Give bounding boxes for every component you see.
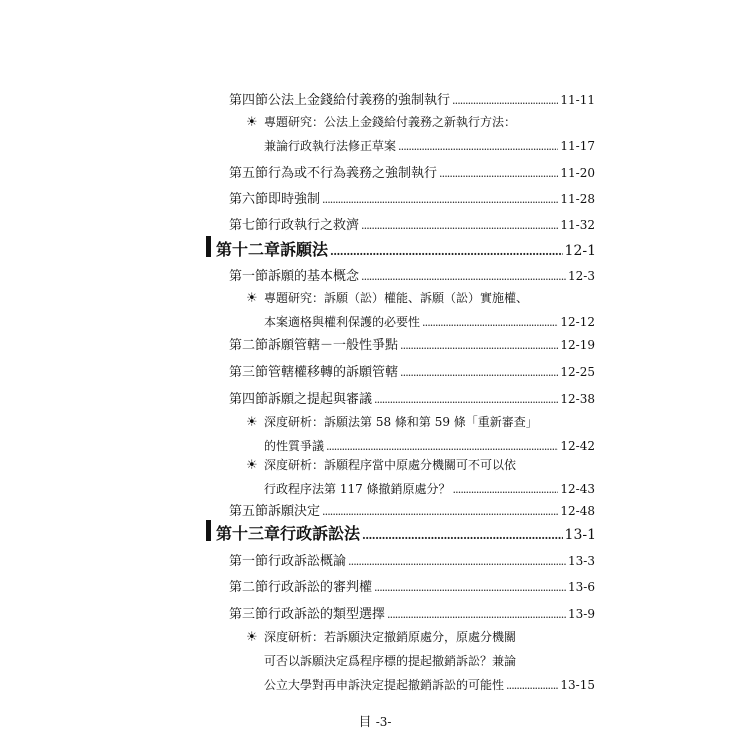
page-number: 12-3	[568, 269, 595, 283]
study-line: 的性質爭議	[264, 439, 325, 453]
section-number: 第二節	[229, 580, 269, 595]
page-number: 12-42	[560, 439, 595, 453]
study-line: 專題研究：公法上金錢給付義務之新執行方法：	[264, 115, 517, 129]
page-footer	[0, 711, 750, 730]
leader-dots	[400, 339, 558, 352]
section-title: 行政訴訟的審判權	[268, 580, 373, 595]
toc-entry-section[interactable]	[229, 334, 595, 353]
section-title: 訴願之提起與審議	[268, 392, 373, 407]
chapter-title: 訴願法	[280, 240, 329, 259]
toc-entry-study[interactable]	[246, 286, 595, 334]
chapter-marker-bar	[206, 236, 211, 257]
section-number: 第四節	[229, 392, 269, 407]
leader-dots	[330, 245, 563, 258]
chapter-number: 第十二章	[216, 240, 281, 259]
page-number: 12-38	[560, 392, 595, 406]
toc-entry-section[interactable]	[229, 576, 595, 595]
toc-entry-section[interactable]	[229, 388, 595, 407]
toc-entry-section[interactable]	[229, 550, 595, 569]
section-title: 公法上金錢給付義務的強制執行	[268, 93, 451, 108]
section-number: 第五節	[229, 166, 269, 181]
leader-dots	[322, 193, 558, 206]
section-title: 行政執行之救濟	[268, 218, 360, 233]
leader-dots	[374, 393, 558, 406]
study-line: 公立大學對再申訴決定提起撤銷訴訟的可能性	[264, 678, 505, 692]
section-number: 第一節	[229, 269, 269, 284]
section-title: 管轄權移轉的訴願管轄	[268, 365, 399, 380]
toc-entry-section[interactable]	[229, 162, 595, 181]
page-number: 13-3	[568, 554, 595, 568]
section-number: 第三節	[229, 607, 269, 622]
footer-page-number: -3-	[375, 715, 392, 729]
leader-dots	[348, 555, 566, 568]
study-line: 兼論行政執行法修正草案	[264, 139, 397, 153]
toc-entry-section[interactable]	[229, 500, 595, 519]
chapter-marker-bar	[206, 520, 211, 541]
section-title: 行為或不行為義務之強制執行	[268, 166, 438, 181]
page-number: 11-11	[560, 93, 595, 107]
page-number: 13-1	[564, 527, 596, 543]
leader-dots	[322, 505, 558, 518]
sun-icon: ☀	[246, 115, 258, 130]
study-line: 行政程序法第 117 條撤銷原處分？	[264, 482, 451, 496]
section-title: 訴願的基本概念	[268, 269, 360, 284]
section-number: 第二節	[229, 338, 269, 353]
toc-entry-study[interactable]	[246, 110, 595, 158]
page-number: 12-19	[560, 338, 595, 352]
toc-entry-study[interactable]	[246, 453, 595, 501]
page-number: 12-1	[564, 243, 596, 259]
leader-dots	[452, 94, 558, 107]
study-line: 本案適格與權利保護的必要性	[264, 315, 421, 329]
page-number: 11-32	[560, 218, 595, 232]
leader-dots	[361, 219, 558, 232]
toc-entry-section[interactable]	[229, 89, 595, 108]
page-number: 13-6	[568, 580, 595, 594]
page-number: 12-43	[560, 482, 595, 496]
toc-entry-study[interactable]	[246, 625, 595, 697]
page-number: 12-48	[560, 504, 595, 518]
leader-dots	[361, 270, 566, 283]
section-number: 第四節	[229, 93, 269, 108]
study-line: 深度研析：訴願程序當中原處分機關可不可以依	[264, 458, 517, 472]
section-number: 第五節	[229, 504, 269, 519]
toc-entry-section[interactable]	[229, 214, 595, 233]
leader-dots	[362, 529, 563, 542]
study-line: 可否以訴願決定爲程序標的提起撤銷訴訟？兼論	[264, 654, 517, 668]
leader-dots	[453, 478, 559, 502]
toc-entry-section[interactable]	[229, 361, 595, 380]
leader-dots	[506, 674, 558, 698]
study-line: 深度研析：訴願法第 58 條和第 59 條「重新審查」	[264, 415, 538, 429]
sun-icon: ☀	[246, 415, 258, 430]
toc-entry-study[interactable]	[246, 410, 595, 458]
toc-entry-chapter[interactable]	[216, 521, 596, 544]
section-title: 訴願決定	[268, 504, 321, 519]
page-number: 13-15	[560, 678, 595, 692]
study-line: 專題研究：訴願（訟）權能、訴願（訟）實施權、	[264, 291, 529, 305]
study-line: 深度研析：若訴願決定撤銷原處分，原處分機關	[264, 630, 517, 644]
chapter-title: 行政訴訟法	[280, 524, 361, 543]
page-number: 12-25	[560, 365, 595, 379]
leader-dots	[400, 366, 558, 379]
page-number: 11-17	[560, 139, 595, 153]
sun-icon: ☀	[246, 458, 258, 473]
footer-label: 目	[358, 715, 372, 730]
leader-dots	[422, 311, 558, 335]
section-title: 行政訴訟的類型選擇	[268, 607, 386, 622]
sun-icon: ☀	[246, 630, 258, 645]
page-number: 11-28	[560, 192, 595, 206]
leader-dots	[387, 608, 566, 621]
toc-entry-section[interactable]	[229, 265, 595, 284]
section-title: 訴願管轄－一般性爭點	[268, 338, 399, 353]
page-number: 11-20	[560, 166, 595, 180]
sun-icon: ☀	[246, 291, 258, 306]
section-number: 第七節	[229, 218, 269, 233]
leader-dots	[374, 581, 566, 594]
toc-entry-section[interactable]	[229, 188, 595, 207]
section-number: 第六節	[229, 192, 269, 207]
leader-dots	[439, 167, 558, 180]
section-number: 第三節	[229, 365, 269, 380]
section-title: 即時強制	[268, 192, 321, 207]
leader-dots	[398, 135, 558, 159]
page-number: 12-12	[560, 315, 595, 329]
section-number: 第一節	[229, 554, 269, 569]
page-number: 13-9	[568, 607, 595, 621]
toc-entry-section[interactable]	[229, 603, 595, 622]
section-title: 行政訴訟概論	[268, 554, 347, 569]
toc-entry-chapter[interactable]	[216, 237, 596, 260]
chapter-number: 第十三章	[216, 524, 281, 543]
